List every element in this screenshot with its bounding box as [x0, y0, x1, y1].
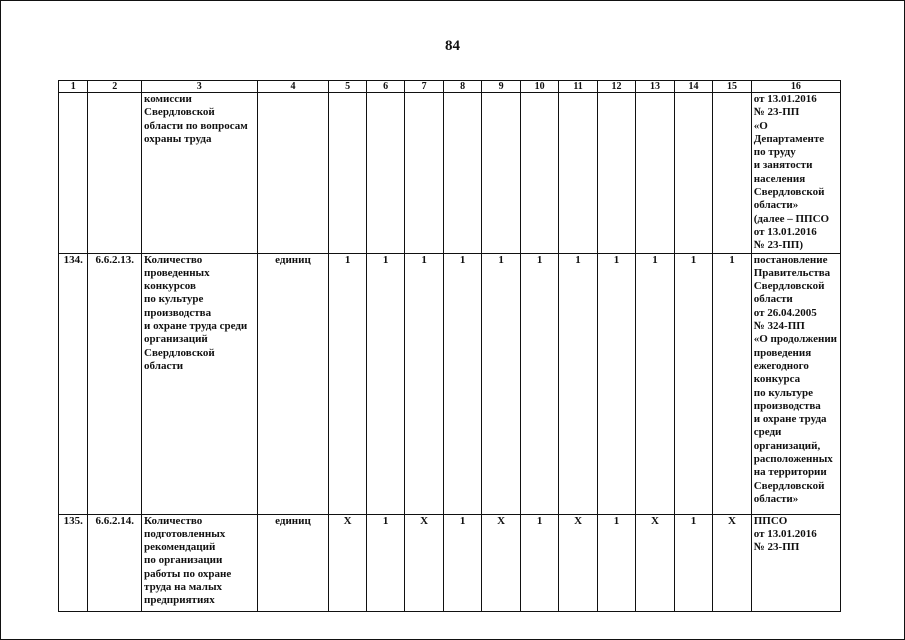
- row-value: 1: [636, 253, 674, 514]
- row-value: 1: [597, 253, 635, 514]
- row-value: 1: [405, 253, 443, 514]
- column-header: 1: [59, 81, 88, 93]
- table-header-row: [59, 81, 841, 93]
- row-indicator-name: Количество проведенных конкурсов по культуре производства и охране труда среди организаций Свердловской области: [142, 253, 257, 514]
- row-value: 1: [520, 514, 558, 611]
- column-header: 8: [443, 81, 481, 93]
- column-header: 10: [520, 81, 558, 93]
- page-number: 84: [445, 38, 460, 54]
- column-header: 15: [713, 81, 751, 93]
- row-value: 1: [520, 253, 558, 514]
- column-header: 7: [405, 81, 443, 93]
- row-value: [482, 93, 520, 254]
- data-table: [58, 80, 841, 612]
- column-header: 16: [751, 81, 840, 93]
- row-source: постановление Правительства Свердловской области от 26.04.2005 № 324-ПП «О продолжении проведения ежегодного конкурса по культуре производства и охране труда среди организаций, расположенных на территории Свердловской области»: [751, 253, 840, 514]
- row-value: [674, 93, 712, 254]
- row-value: Х: [559, 514, 597, 611]
- table-row: [59, 93, 841, 254]
- row-indicator-name: Количество подготовленных рекомендаций по организации работы по охране труда на малых предприятиях: [142, 514, 257, 611]
- row-value: 1: [329, 253, 366, 514]
- column-header: 14: [674, 81, 712, 93]
- row-source: от 13.01.2016 № 23-ПП «О Департаменте по труду и занятости населения Свердловской области» (далее – ППСО от 13.01.2016 № 23-ПП): [751, 93, 840, 254]
- row-value: 1: [443, 253, 481, 514]
- row-value: 1: [674, 514, 712, 611]
- table-row: [59, 253, 841, 514]
- row-value: 1: [713, 253, 751, 514]
- row-code: 6.6.2.14.: [88, 514, 142, 611]
- column-header: 6: [366, 81, 404, 93]
- row-value: 1: [597, 514, 635, 611]
- row-value: [443, 93, 481, 254]
- table-row: [59, 514, 841, 611]
- column-header: 13: [636, 81, 674, 93]
- row-number: 134.: [59, 253, 88, 514]
- column-header: 3: [142, 81, 257, 93]
- row-source: ППСО от 13.01.2016 № 23-ПП: [751, 514, 840, 611]
- row-value: 1: [482, 253, 520, 514]
- row-number: [59, 93, 88, 254]
- row-code: 6.6.2.13.: [88, 253, 142, 514]
- row-code: [88, 93, 142, 254]
- row-value: Х: [713, 514, 751, 611]
- row-value: Х: [636, 514, 674, 611]
- column-header: 9: [482, 81, 520, 93]
- row-value: 1: [443, 514, 481, 611]
- row-value: Х: [405, 514, 443, 611]
- row-value: 1: [366, 514, 404, 611]
- row-value: [636, 93, 674, 254]
- column-header: 11: [559, 81, 597, 93]
- row-value: [713, 93, 751, 254]
- row-number: 135.: [59, 514, 88, 611]
- row-value: Х: [329, 514, 366, 611]
- column-header: 2: [88, 81, 142, 93]
- column-header: 5: [329, 81, 366, 93]
- row-value: [520, 93, 558, 254]
- row-value: [329, 93, 366, 254]
- row-value: [597, 93, 635, 254]
- row-unit: единиц: [257, 514, 329, 611]
- row-value: [405, 93, 443, 254]
- row-value: 1: [366, 253, 404, 514]
- row-value: 1: [674, 253, 712, 514]
- row-value: 1: [559, 253, 597, 514]
- column-header: 4: [257, 81, 329, 93]
- row-unit: [257, 93, 329, 254]
- row-value: [559, 93, 597, 254]
- column-header: 12: [597, 81, 635, 93]
- row-unit: единиц: [257, 253, 329, 514]
- row-value: [366, 93, 404, 254]
- row-value: Х: [482, 514, 520, 611]
- row-indicator-name: комиссии Свердловской области по вопросам охраны труда: [142, 93, 257, 254]
